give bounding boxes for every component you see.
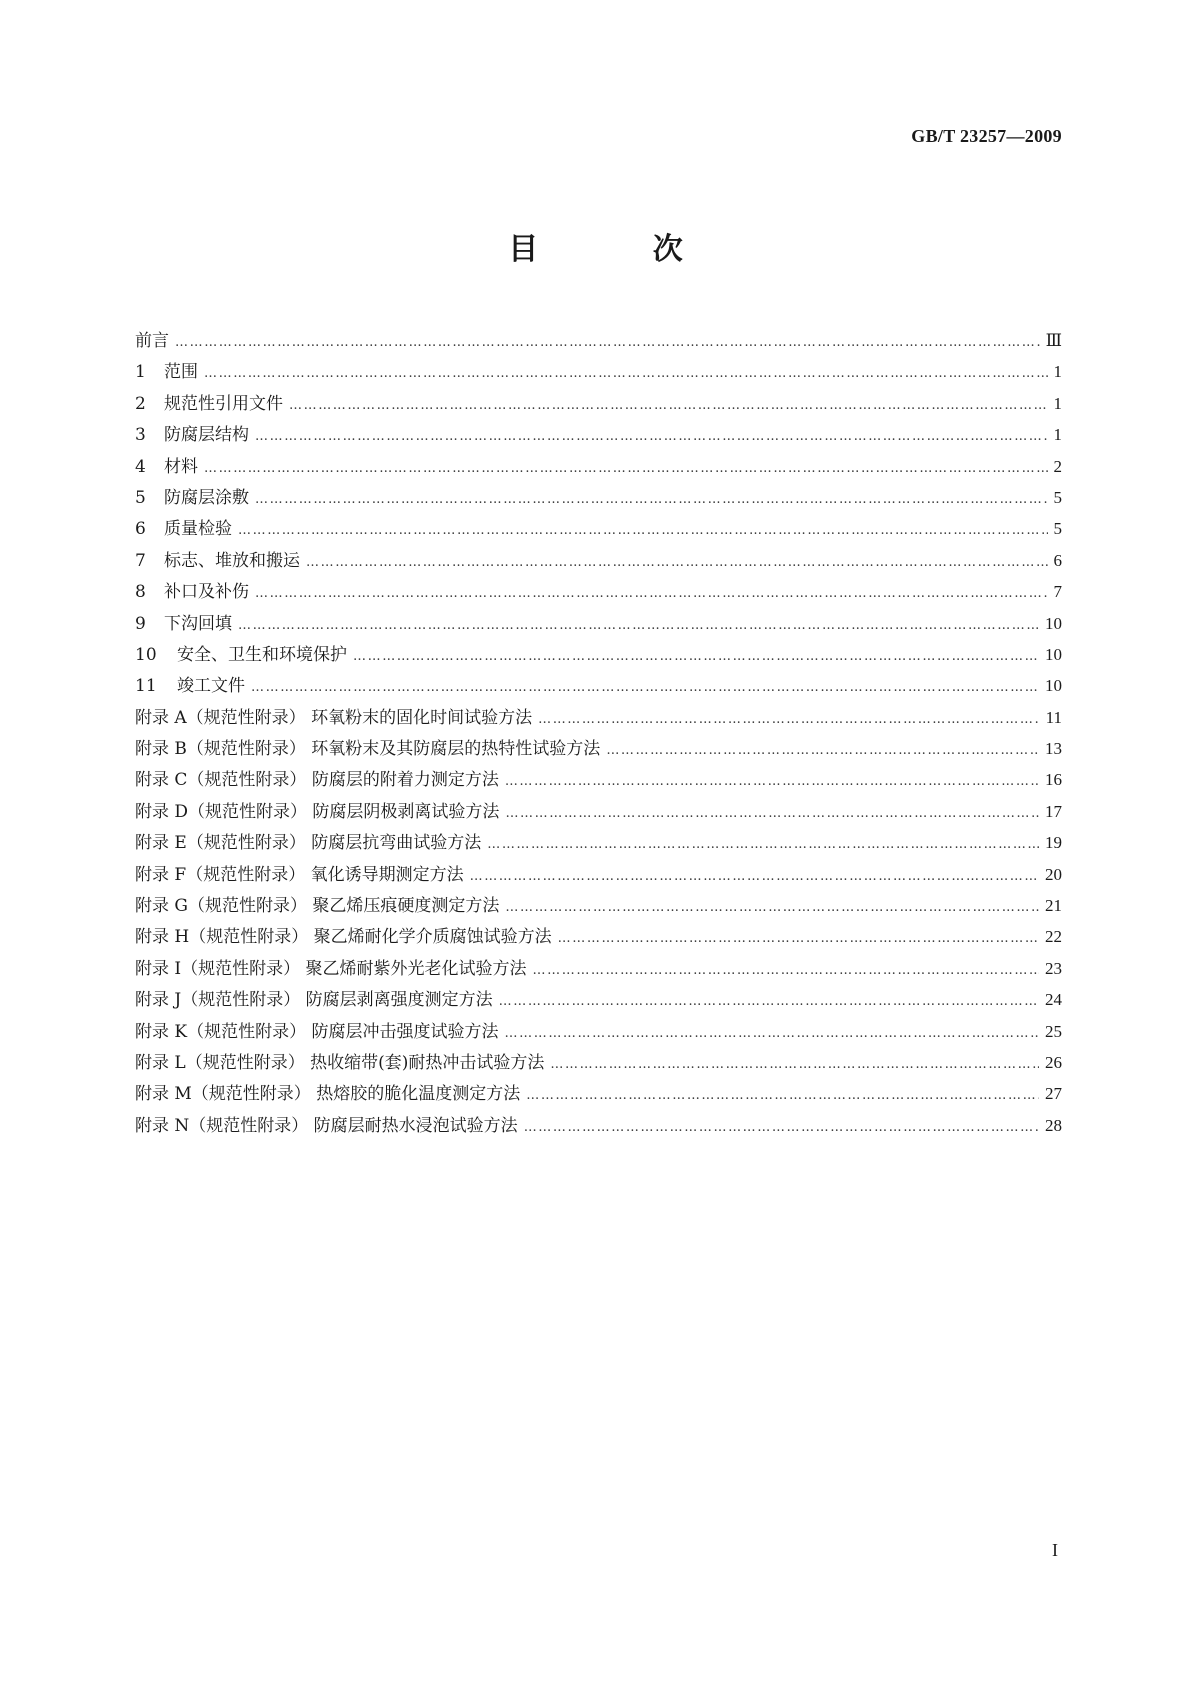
toc-entry-appendix[interactable] [135, 1079, 1062, 1110]
toc-entry[interactable] [135, 640, 1062, 671]
toc-entry-number: 7 [135, 550, 146, 571]
toc-entry-title: 附录 L（规范性附录） 热收缩带(套)耐热冲击试验方法 [135, 1052, 545, 1073]
toc-entry-number: 1 [135, 362, 146, 383]
toc-entry-appendix[interactable] [135, 1111, 1062, 1142]
toc-entry-page: 5 [1053, 487, 1062, 507]
toc-entry[interactable] [135, 546, 1062, 577]
toc-entry[interactable] [135, 483, 1062, 514]
toc-entry-page: 27 [1045, 1084, 1062, 1104]
toc-entry-number: 4 [135, 456, 146, 477]
toc-dot-leader [251, 680, 1039, 695]
toc-entry-title: 竣工文件 [177, 676, 245, 697]
toc-entry-title: 下沟回填 [164, 613, 232, 634]
toc-entry-appendix[interactable] [135, 954, 1062, 985]
toc-entry-number: 11 [135, 676, 157, 697]
toc-entry-page: 24 [1045, 990, 1062, 1010]
toc-entry[interactable] [135, 357, 1062, 388]
toc-entry-page: 13 [1045, 739, 1062, 759]
toc-entry-title: 补口及补伤 [164, 582, 249, 603]
toc-entry[interactable] [135, 514, 1062, 545]
toc-entry-page: 2 [1053, 456, 1062, 476]
toc-dot-leader [538, 712, 1040, 727]
toc-dot-leader [204, 461, 1048, 476]
toc-entry-page: 10 [1045, 613, 1062, 633]
toc-dot-leader [204, 366, 1048, 381]
toc-entry-title: 安全、卫生和环境保护 [177, 644, 347, 665]
toc-entry-page: 21 [1045, 896, 1062, 916]
toc-entry[interactable] [135, 326, 1062, 357]
toc-entry-title: 附录 H（规范性附录） 聚乙烯耐化学介质腐蚀试验方法 [135, 927, 552, 948]
toc-entry[interactable] [135, 671, 1062, 702]
toc-dot-leader [558, 931, 1039, 946]
toc-entry-title: 附录 E（规范性附录） 防腐层抗弯曲试验方法 [135, 833, 482, 854]
toc-dot-leader [526, 1088, 1039, 1103]
toc-dot-leader [505, 1026, 1039, 1041]
toc-entry-number: 10 [135, 644, 157, 665]
toc-dot-leader [499, 994, 1039, 1009]
toc-dot-leader [289, 398, 1048, 413]
toc-entry-number: 2 [135, 393, 146, 414]
toc-entry-title: 附录 C（规范性附录） 防腐层的附着力测定方法 [135, 770, 499, 791]
toc-entry-page: 26 [1045, 1052, 1062, 1072]
toc-dot-leader [175, 335, 1040, 350]
toc-entry-appendix[interactable] [135, 765, 1062, 796]
toc-entry-title: 附录 M（规范性附录） 热熔胶的脆化温度测定方法 [135, 1084, 521, 1105]
toc-entry-number: 9 [135, 613, 146, 634]
toc-entry-appendix[interactable] [135, 891, 1062, 922]
toc-entry-title: 范围 [164, 362, 198, 383]
toc-dot-leader [255, 492, 1048, 507]
toc-entry-title: 附录 D（规范性附录） 防腐层阴极剥离试验方法 [135, 801, 500, 822]
toc-entry-page: 28 [1045, 1115, 1062, 1135]
toc-entry-number: 3 [135, 425, 146, 446]
toc-entry[interactable] [135, 420, 1062, 451]
toc-entry-page: 22 [1045, 927, 1062, 947]
page-title: 目 次 [508, 232, 735, 267]
toc-entry-title: 前言 [135, 331, 169, 351]
toc-dot-leader [505, 774, 1039, 789]
toc-entry-page: 17 [1045, 801, 1062, 821]
toc-entry-number: 6 [135, 519, 146, 540]
toc-dot-leader [353, 649, 1039, 664]
toc-entry-appendix[interactable] [135, 985, 1062, 1016]
toc-entry-appendix[interactable] [135, 922, 1062, 953]
toc-dot-leader [505, 806, 1039, 821]
toc-entry-page: 10 [1045, 644, 1062, 664]
toc-entry-title: 材料 [164, 456, 198, 477]
toc-dot-leader [238, 523, 1048, 538]
toc-dot-leader [505, 900, 1039, 915]
toc-entry-appendix[interactable] [135, 1017, 1062, 1048]
toc-entry-appendix[interactable] [135, 797, 1062, 828]
toc-entry-number: 8 [135, 582, 146, 603]
toc-entry-page: 1 [1053, 393, 1062, 413]
toc-entry-title: 附录 N（规范性附录） 防腐层耐热水浸泡试验方法 [135, 1115, 518, 1136]
toc-entry-page: 23 [1045, 958, 1062, 978]
toc-entry-appendix[interactable] [135, 828, 1062, 859]
toc-entry-page: 20 [1045, 864, 1062, 884]
toc-entry[interactable] [135, 389, 1062, 420]
page-number: I [1052, 1540, 1058, 1560]
toc-entry-title: 标志、堆放和搬运 [164, 550, 300, 571]
toc-entry[interactable] [135, 609, 1062, 640]
toc-entry-title: 附录 G（规范性附录） 聚乙烯压痕硬度测定方法 [135, 896, 500, 917]
toc-dot-leader [306, 555, 1048, 570]
toc-dot-leader [487, 837, 1039, 852]
toc-entry-page: 1 [1053, 362, 1062, 382]
toc-entry-appendix[interactable] [135, 860, 1062, 891]
standard-code: GB/T 23257—2009 [911, 126, 1062, 146]
toc-entry-title: 防腐层结构 [164, 425, 249, 446]
toc-dot-leader [238, 618, 1039, 633]
toc-entry-appendix[interactable] [135, 734, 1062, 765]
toc-dot-leader [533, 963, 1039, 978]
toc-entry-appendix[interactable] [135, 1048, 1062, 1079]
toc-dot-leader [255, 586, 1048, 601]
table-of-contents [135, 326, 1062, 1142]
toc-entry-title: 附录 A（规范性附录） 环氧粉末的固化时间试验方法 [135, 707, 533, 728]
toc-entry-page: 19 [1045, 833, 1062, 853]
toc-dot-leader [606, 743, 1039, 758]
toc-entry-number: 5 [135, 487, 146, 508]
toc-entry-page: 11 [1045, 707, 1062, 727]
toc-entry[interactable] [135, 452, 1062, 483]
toc-entry-page: 16 [1045, 770, 1062, 790]
toc-entry-page: 25 [1045, 1021, 1062, 1041]
toc-dot-leader [524, 1120, 1039, 1135]
toc-entry-title: 附录 B（规范性附录） 环氧粉末及其防腐层的热特性试验方法 [135, 739, 601, 760]
toc-entry-title: 防腐层涂敷 [164, 487, 249, 508]
toc-entry[interactable] [135, 577, 1062, 608]
toc-entry-title: 附录 F（规范性附录） 氧化诱导期测定方法 [135, 864, 464, 885]
toc-dot-leader [470, 869, 1039, 884]
toc-entry-appendix[interactable] [135, 703, 1062, 734]
toc-entry-page: 5 [1053, 519, 1062, 539]
toc-entry-title: 规范性引用文件 [164, 393, 283, 414]
toc-entry-page: 6 [1053, 550, 1062, 570]
toc-dot-leader [255, 429, 1048, 444]
toc-entry-page: Ⅲ [1045, 331, 1062, 350]
toc-entry-page: 1 [1053, 425, 1062, 445]
toc-entry-title: 附录 I（规范性附录） 聚乙烯耐紫外光老化试验方法 [135, 958, 527, 979]
toc-entry-title: 质量检验 [164, 519, 232, 540]
toc-entry-page: 7 [1053, 582, 1062, 602]
toc-dot-leader [550, 1057, 1039, 1072]
toc-entry-title: 附录 K（规范性附录） 防腐层冲击强度试验方法 [135, 1021, 499, 1042]
toc-entry-page: 10 [1045, 676, 1062, 696]
toc-entry-title: 附录 J（规范性附录） 防腐层剥离强度测定方法 [135, 990, 493, 1011]
